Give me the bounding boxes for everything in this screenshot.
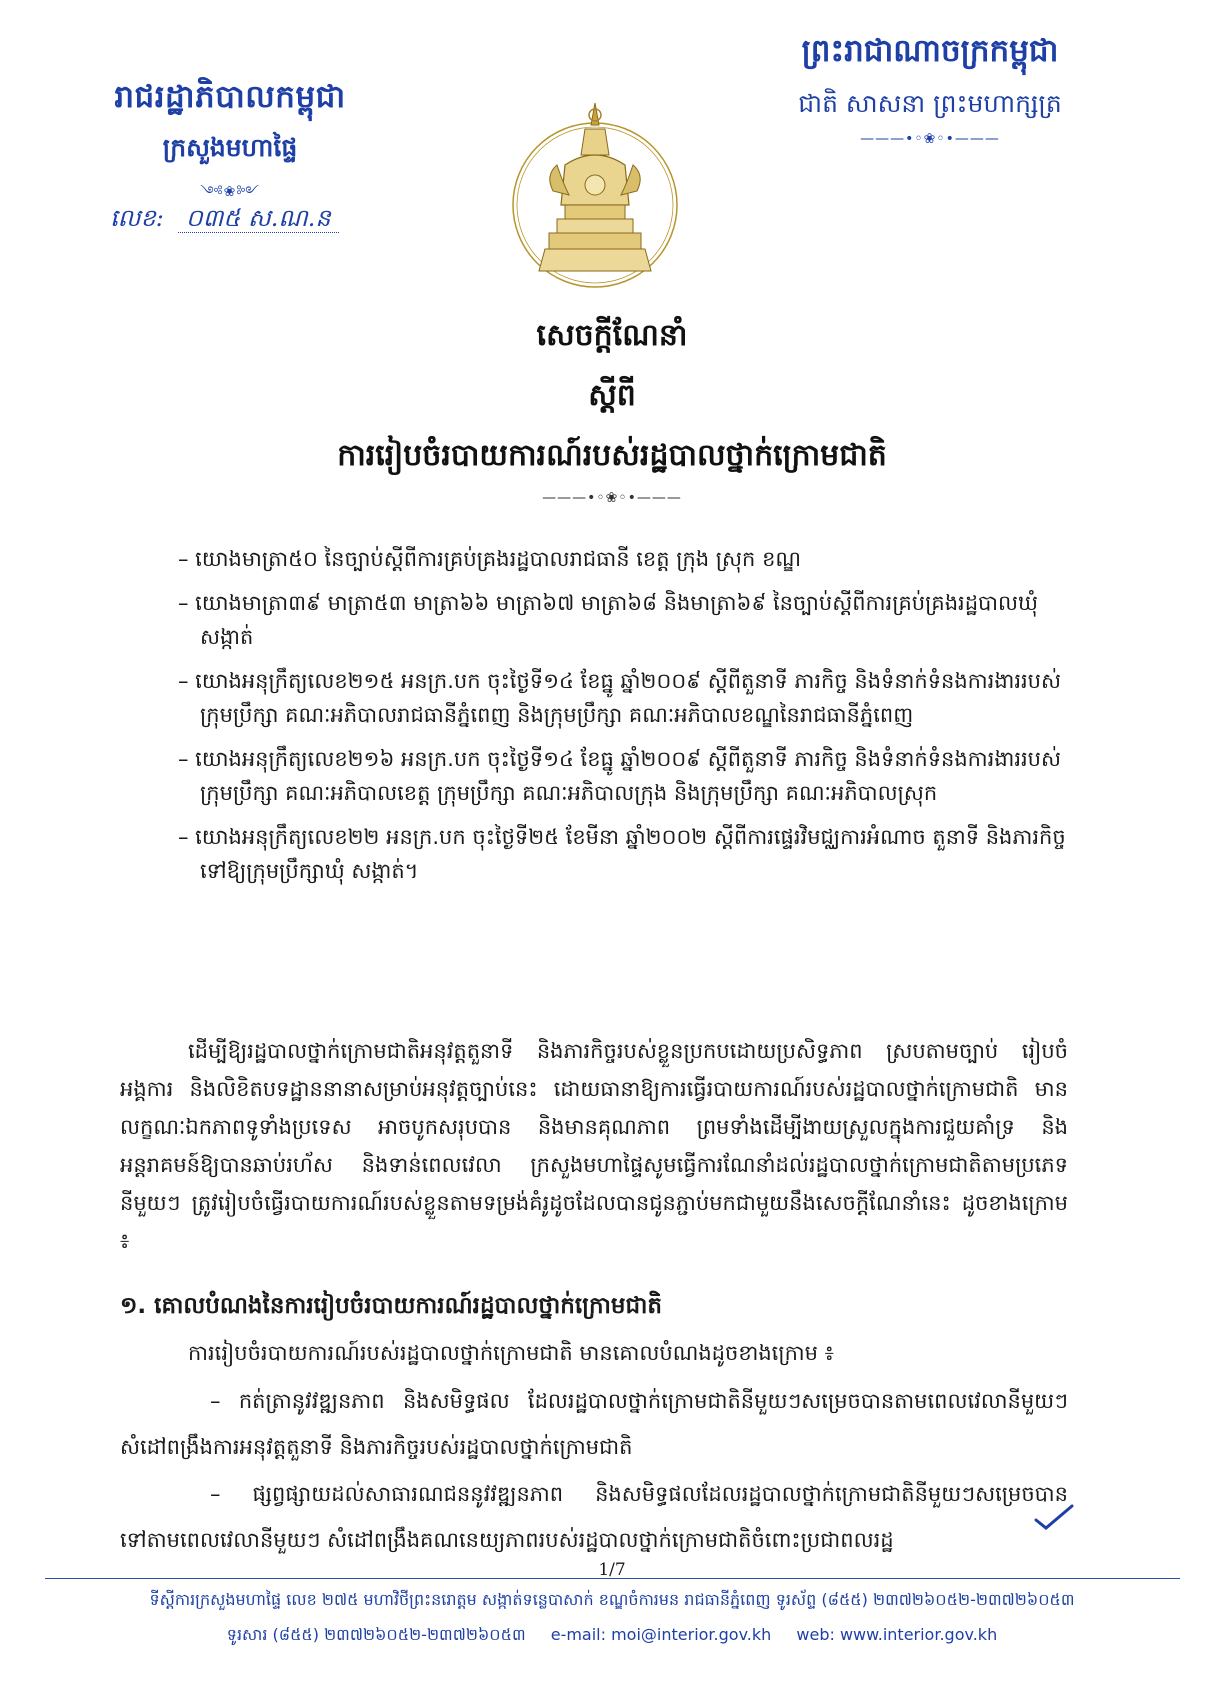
ministry-name: ក្រសួងមហាផ្ទៃ [162,133,298,162]
reference-item: – យោងមាត្រា៣៩ មាត្រា៥៣ មាត្រា៦៦ មាត្រា៦៧ មាត្រា៦៨ និងមាត្រា៦៩ នៃច្បាប់ស្ដីពីការគ្រប់គ្រងរដ្ឋបាលឃុំ សង្កាត់ [178,591,1039,649]
section-heading: ១. គោលបំណងនៃការរៀបចំរបាយការណ៍រដ្ឋបាលថ្នាក់ក្រោមជាតិ [120,1293,662,1319]
kingdom-motto: ជាតិ សាសនា ព្រះមហាក្សត្រ [798,89,1062,118]
reference-item: – យោងអនុក្រឹត្យលេខ២១៥ អនក្រ.បក ចុះថ្ងៃទី១៤ ខែធ្នូ ឆ្នាំ២០០៩ ស្ដីពីតួនាទី ភារកិច្ច និងទំនាក់ទំនងការងាររបស់ក្រុមប្រឹក្សា គណៈអភិបាលរាជធានីភ្នំពេញ និងក្រុមប្រឹក្សា គណៈអភិបាលខណ្ឌនៃរាជធានីភ្នំពេញ [178,669,1061,727]
body-paragraph: ដើម្បីឱ្យរដ្ឋបាលថ្នាក់ក្រោមជាតិអនុវត្តតួនាទី និងភារកិច្ចរបស់ខ្លួនប្រកបដោយប្រសិទ្ធភាព ស្របតាមច្បាប់ រៀបចំអង្គការ និងលិខិតបទដ្ឋាននានាសម្រាប់អនុវត្តច្បាប់នេះ ដោយធានាឱ្យការធ្វើរបាយការណ៍របស់រដ្ឋបាលថ្នាក់ក្រោមជាតិ មានលក្ខណៈឯកភាពទូទាំងប្រទេស អាចបូកសរុបបាន និងមានគុណភាព ព្រមទាំងដើម្បីងាយស្រួលក្នុងការជួយគាំទ្រ និងអន្តរាគមន៍ឱ្យបានឆាប់រហ័ស និងទាន់ពេលវេលា ក្រសួងមហាផ្ទៃសូមធ្វើការណែនាំដល់រដ្ឋបាលថ្នាក់ក្រោមជាតិតាមប្រភេទនីមួយៗ ត្រូវរៀបចំធ្វើរបាយការណ៍របស់ខ្លួនតាមទម្រង់គំរូដូចដែលបានជូនភ្ជាប់មកជាមួយនឹងសេចក្ដីណែនាំនេះ ដូចខាងក្រោម ៖ [120,1039,1068,1253]
footer-email[interactable]: e-mail: moi@interior.gov.kh [550,1625,772,1644]
ref-label: លេខ: [110,204,164,232]
goal-item: – ផ្សព្វផ្សាយដល់សាធារណជននូវវឌ្ឍនភាព និងសមិទ្ធផលដែលរដ្ឋបាលថ្នាក់ក្រោមជាតិនីមួយៗសម្រេចបានទៅតាមពេលវេលានីមួយៗ សំដៅពង្រឹងគណនេយ្យភាពរបស់រដ្ឋបាលថ្នាក់ក្រោមជាតិចំពោះប្រជាពលរដ្ឋ [120,1482,1068,1552]
legal-references [178,542,1068,898]
document-title [140,316,1084,506]
title-line-3: ការរៀបចំរបាយការណ៍របស់រដ្ឋបាលថ្នាក់ក្រោមជាតិ [337,438,887,473]
footer-contact [0,1624,1224,1648]
title-line-2: ស្ដីពី [588,378,636,413]
page-number: 1/7 [598,1560,626,1580]
reference-number [110,203,339,238]
footer-web[interactable]: web: www.interior.gov.kh [796,1625,998,1644]
reference-item: – យោងមាត្រា៥០ នៃច្បាប់ស្ដីពីការគ្រប់គ្រងរដ្ឋបាលរាជធានី ខេត្ត ក្រុង ស្រុក ខណ្ឌ [178,547,802,571]
section-intro: ការរៀបចំរបាយការណ៍របស់រដ្ឋបាលថ្នាក់ក្រោមជាតិ មានគោលបំណងដូចខាងក្រោម ៖ [188,1341,834,1365]
kingdom-header [770,32,1090,147]
ministry-header [60,78,400,215]
kingdom-ornament: ———•◦❀◦•——— [860,131,1000,147]
checkmark-icon [1034,1502,1074,1532]
reference-item: – យោងអនុក្រឹត្យលេខ២២ អនក្រ.បក ចុះថ្ងៃទី២៥ ខែមីនា ឆ្នាំ២០០២ ស្ដីពីការផ្ទេរវិមជ្ឈការអំណាច តួនាទី និងភារកិច្ចទៅឱ្យក្រុមប្រឹក្សាឃុំ សង្កាត់។ [178,825,1066,883]
title-line-1: សេចក្ដីណែនាំ [536,318,688,353]
reference-item: – យោងអនុក្រឹត្យលេខ២១៦ អនក្រ.បក ចុះថ្ងៃទី១៤ ខែធ្នូ ឆ្នាំ២០០៩ ស្ដីពីតួនាទី ភារកិច្ច និងទំនាក់ទំនងការងាររបស់ក្រុមប្រឹក្សា គណៈអភិបាលខេត្ត ក្រុមប្រឹក្សា គណៈអភិបាលក្រុង និងក្រុមប្រឹក្សា គណៈអភិបាលស្រុក [178,747,1061,805]
government-name: រាជរដ្ឋាភិបាលកម្ពុជា [114,79,346,115]
footer-divider [45,1578,1180,1579]
royal-emblem-icon [505,95,685,295]
footer-fax: ទូរសារ (៨៥៥) ២៣៧២៦០៥២-២៣៧២៦០៥៣ [226,1625,526,1644]
ministry-ornament: ༺❀༻ [200,184,260,200]
ref-number-value: ០៣៥ ស.ណ.ន [178,204,339,233]
footer-address: ទីស្ដីការក្រសួងមហាផ្ទៃ លេខ ២៧៥ មហាវិថីព្រះនរោត្តម សង្កាត់ទន្លេបាសាក់ ខណ្ឌចំការមន រាជធានីភ្នំពេញ ទូរស័ព្ទ (៨៥៥) ២៣៧២៦០៥២-២៣៧២៦០៥៣ [149,1590,1075,1609]
title-ornament: ———•◦❀◦•——— [542,490,682,506]
kingdom-title: ព្រះរាជាណាចក្រកម្ពុជា [801,33,1059,69]
goal-item: – កត់ត្រានូវវឌ្ឍនភាព និងសមិទ្ធផល ដែលរដ្ឋបាលថ្នាក់ក្រោមជាតិនីមួយៗសម្រេចបានតាមពេលវេលានីមួយៗ សំដៅពង្រឹងការអនុវត្តតួនាទី និងភារកិច្ចរបស់រដ្ឋបាលថ្នាក់ក្រោមជាតិ [120,1389,1068,1459]
